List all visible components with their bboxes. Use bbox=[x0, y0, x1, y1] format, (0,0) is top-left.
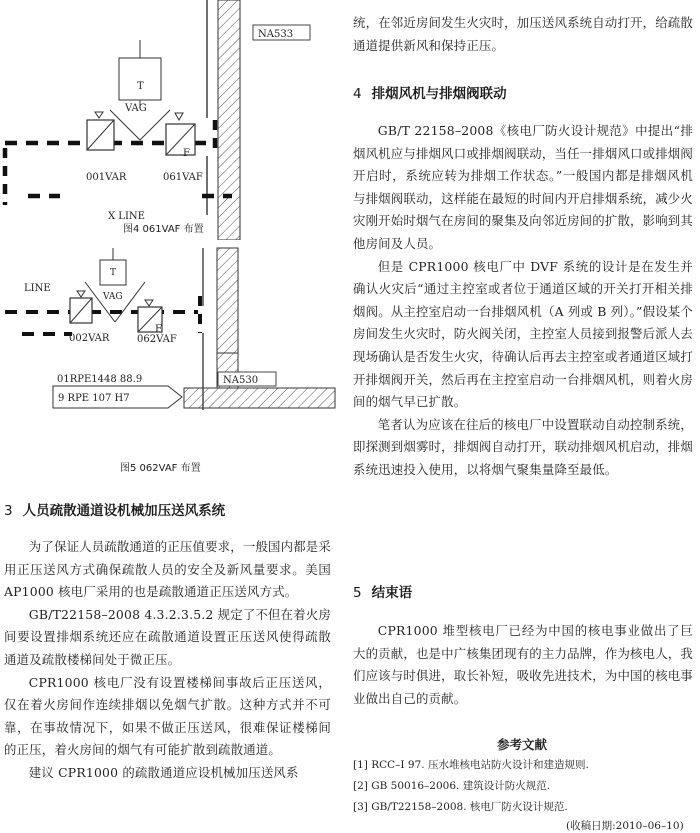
paragraph: 建议 CPR1000 的疏散通道应设机械加压送风系 bbox=[28, 764, 299, 780]
svg-text:002VAR: 002VAR bbox=[69, 333, 110, 344]
paragraph: 但是 CPR1000 核电厂中 DVF 系统的设计是在发生并确认火灾后“通过主控室或者位于通道区域的开关打开相关排烟阀。从主控室启动一台排烟风机（A 列或 B 列）。”假设某个房间发生火灾时，防火阀关闭，主控室人员接到报警后派人去现场确认是否发生火灾，待确认后再去主控室或者通道区域打开排烟阀开关，然后再在主控室启动一台排烟风机，则着火房间的烟气早已扩散。 bbox=[353, 258, 693, 410]
paragraph: CPR1000 核电厂没有设置楼梯间事故后正压送风，仅在着火房间作连续排烟以免烟气扩散。这种方式并不可靠，在事故情况下，如果不做正压送风，很难保证楼梯间的正压，着火房间的烟气有可能扩散到疏散通道。 bbox=[4, 674, 331, 758]
svg-text:F: F bbox=[155, 324, 162, 335]
figure-5-caption: 图5 062VAF 布置 bbox=[120, 463, 201, 474]
line-label: LINE bbox=[24, 283, 51, 294]
section-4-heading: 4 排烟风机与排烟阀联动 bbox=[353, 86, 507, 102]
device-box bbox=[119, 58, 161, 100]
damper-group-label: VAG bbox=[103, 292, 123, 302]
wall-hatch bbox=[218, 0, 240, 240]
damper-group-label: VAG bbox=[125, 103, 147, 114]
svg-text:T: T bbox=[110, 268, 117, 278]
room-label: NA533 bbox=[258, 29, 294, 40]
floor-hatch bbox=[184, 388, 335, 408]
wall-hatch bbox=[217, 248, 238, 353]
paragraph: 为了保证人员疏散通道的正压值要求，一般国内都是采用正压送风方式确保疏散人员的安全及新风量要求。美国 AP1000 核电厂采用的也是疏散通道正压送风方式。 bbox=[4, 539, 331, 600]
figure-4-caption: 图4 061VAF 布置 bbox=[123, 224, 204, 235]
section-5-body bbox=[353, 620, 693, 710]
paragraph: CPR1000 堆型核电厂已经为中国的核电事业做出了巨大的贡献，也是中广核集团现有的主力品牌，作为核电人，我们应该与时俱进，取长补短，吸收先进技术，为中国的核电事业做出自己的贡献。 bbox=[353, 623, 693, 706]
room-label: NA530 bbox=[223, 375, 259, 386]
svg-text:061VAF: 061VAF bbox=[163, 172, 203, 183]
paragraph: 统，在邻近房间发生火灾时，加压送风系统自动打开，给疏散通道提供新风和保持正压。 bbox=[353, 15, 693, 53]
reference-item: [2] GB 50016–2006. 建筑设计防火规范. bbox=[353, 780, 551, 792]
received-date: (收稿日期:2010–06–10) bbox=[566, 820, 684, 832]
references-title: 参考文献 bbox=[497, 737, 548, 752]
tag-1: 01RPE1448 88.9 bbox=[57, 374, 143, 385]
section-3-body bbox=[4, 536, 331, 785]
svg-text:F: F bbox=[183, 148, 190, 159]
section-3-heading: 3 人员疏散通道设机械加压送风系统 bbox=[4, 503, 226, 519]
paragraph: 笔者认为应该在往后的核电厂中设置联动自动控制系统，即探测到烟雾时，排烟阀自动打开，联动排烟风机启动，排烟系统迅速投入使用，以将烟气聚集量降至最低。 bbox=[353, 416, 693, 477]
right-top-text bbox=[353, 12, 693, 57]
section-4-body bbox=[353, 120, 693, 482]
paragraph: GB/T22158–2008 4.3.2.3.5.2 规定了不但在着火房间要设置排烟系统还应在疏散通道设置正压送风使得疏散通道及疏散楼梯间处于微正压。 bbox=[4, 606, 331, 667]
figure-5 bbox=[0, 240, 345, 475]
svg-text:001VAR: 001VAR bbox=[86, 172, 127, 183]
tag-2: 9 RPE 107 H7 bbox=[58, 393, 130, 404]
svg-text:062VAF: 062VAF bbox=[137, 334, 177, 345]
section-5-heading: 5 结束语 bbox=[353, 585, 413, 601]
svg-text:T: T bbox=[137, 81, 144, 92]
figure-4 bbox=[0, 0, 345, 240]
reference-item: [3] GB/T22158–2008. 核电厂防火设计规范. bbox=[353, 801, 568, 813]
paragraph: GB/T 22158–2008《核电厂防火设计规范》中提出“排烟风机应与排烟风口或排烟阀联动，当任一排烟风口或排烟阀开启时，系统应转为排烟工作状态。”一般国内都是排烟风机与排烟阀联动，这样能在最短的时间内开启排烟系统，减少火灾刚开始时烟气在房间的聚集及向邻近房间的扩散，影响到其他房间及人员。 bbox=[353, 123, 693, 251]
reference-item: [1] RCC–I 97. 压水堆核电站防火设计和建造规则. bbox=[353, 759, 589, 771]
line-label: X LINE bbox=[108, 211, 145, 222]
